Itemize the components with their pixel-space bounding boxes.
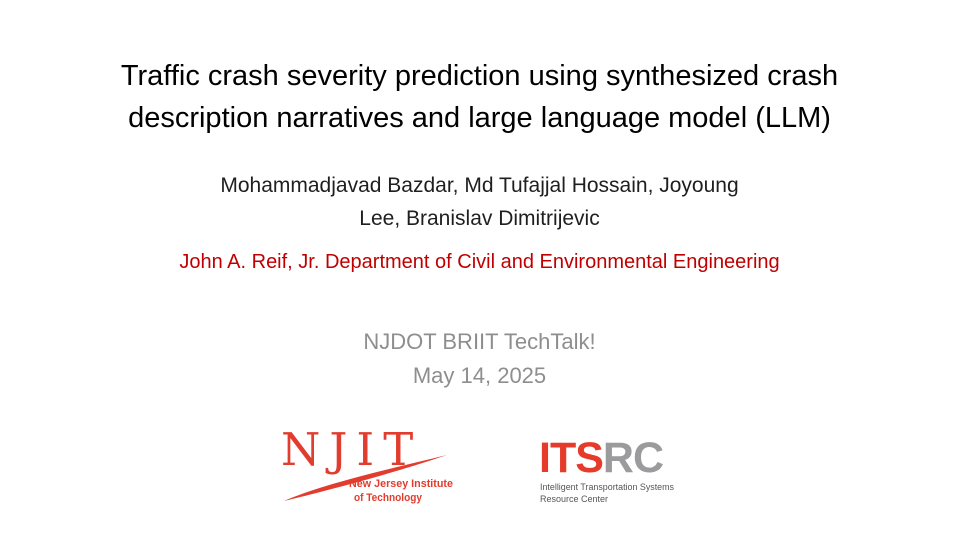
authors-line-1: Mohammadjavad Bazdar, Md Tufajjal Hossain, Joyoung	[220, 174, 739, 197]
title-line-2: description narratives and large language model (LLM)	[128, 102, 831, 134]
njit-tagline-line-1: New Jersey Institute	[348, 478, 453, 490]
svg-text:ITSRC	[539, 434, 663, 482]
njit-letters: NJIT	[280, 428, 422, 476]
event-block	[0, 325, 959, 393]
authors-line-2: Lee, Branislav Dimitrijevic	[359, 207, 600, 230]
event-name: NJDOT BRIIT TechTalk!	[363, 329, 596, 354]
njit-logo-icon	[281, 428, 459, 508]
logos-row	[0, 428, 959, 508]
department-line: John A. Reif, Jr. Department of Civil and Environmental Engineering	[179, 251, 780, 273]
njit-tagline-line-2: of Technology	[353, 492, 423, 504]
title-line-1: Traffic crash severity prediction using synthesized crash	[120, 60, 839, 92]
page-title	[0, 0, 959, 139]
itsrc-caption-line-2: Resource Center	[539, 494, 608, 504]
itsrc-letters-red: ITS	[538, 434, 603, 482]
itsrc-letters-gray: RC	[602, 434, 663, 482]
itsrc-caption-line-1: Intelligent Transportation Systems	[539, 482, 674, 492]
itsrc-logo-icon	[539, 428, 679, 506]
event-date: May 14, 2025	[412, 363, 547, 388]
authors	[0, 169, 959, 235]
